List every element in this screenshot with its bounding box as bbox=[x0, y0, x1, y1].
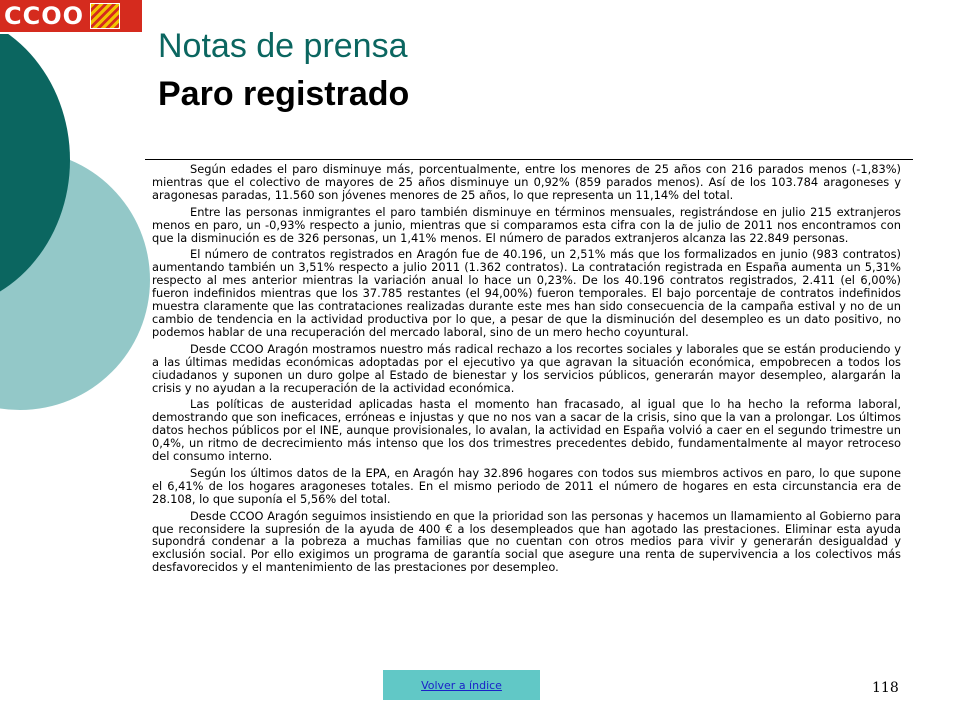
paragraph-epa: Según los últimos datos de la EPA, en Aragón hay 32.896 hogares con todos sus miembros activos en paro, lo que supone el 6,41% de los hogares aragoneses totales. En el mismo periodo de 2011 el número de hogares en esta circunstancia era de 28.108, lo que suponía el 5,56% del total. bbox=[152, 465, 901, 506]
back-to-index-link[interactable]: Volver a índice bbox=[383, 670, 540, 700]
page-number: 118 bbox=[872, 680, 899, 696]
paragraph-demands: Desde CCOO Aragón seguimos insistiendo en que la prioridad son las personas y hacemos un llamamiento al Gobierno para que reconsidere la supresión de la ayuda de 400 € a los desempleados que han agotado las prestaciones. Eliminar esta ayuda supondrá condenar a la pobreza a muchas familias que no cuentan con otros medios para vivir y generarán desigualdad y exclusión social. Por ello exigimos un programa de garantía social que asegure una renta de supervivencia a los colectivos más desfavorecidos y el mantenimiento de las prestaciones por desempleo. bbox=[152, 508, 901, 575]
press-release-body bbox=[152, 163, 901, 578]
aragon-flag-icon bbox=[90, 3, 120, 29]
page-subtitle: Paro registrado bbox=[158, 75, 410, 113]
paragraph-austerity: Las políticas de austeridad aplicadas hasta el momento han fracasado, al igual que lo ha hecho la reforma laboral, demostrando que son ineficaces, erróneas e injustas y que no nos van a sacar de la crisis, sino que la van a prolongar. Los últimos datos hechos públicos por el INE, aunque provisionales, lo avalan, la actividad en España volvió a caer en el segundo trimestre un 0,4%, un ritmo de decrecimiento más intenso que los dos trimestres precedentes debido, fundamentalmente al mayor retroceso del consumo interno. bbox=[152, 397, 901, 464]
page-title: Notas de prensa bbox=[158, 27, 408, 65]
paragraph-contracts: El número de contratos registrados en Aragón fue de 40.196, un 2,51% más que los formalizados en junio (983 contratos) aumentando también un 3,51% respecto a julio 2011 (1.362 contratos). La contratación registrada en España aumenta un 5,31% respecto al mes anterior mientras la variación anual lo hace un 0,23%. De los 40.196 contratos registrados, 2.411 (el 6,00%) fueron indefinidos mientras que los 37.785 restantes (el 94,00%) fueron temporales. El bajo porcentaje de contratos indefinidos muestra claramente que las contrataciones realizadas durante este mes han sido consecuencia de la campaña estival y no de un cambio de tendencia en la actividad productiva por lo que, a pesar de que la disminución del desempleo es un dato positivo, no podemos hablar de una recuperación del mercado laboral, sino de un mero hecho coyuntural. bbox=[152, 247, 901, 339]
paragraph-immigrants: Entre las personas inmigrantes el paro también disminuye en términos mensuales, registrándose en julio 215 extranjeros menos en paro, un -0,93% respecto a junio, mientras que si comparamos esta cifra con la de julio de 2011 nos encontramos con que la disminución es de 326 personas, un 1,41% menos. El número de parados extranjeros alcanza las 22.849 personas. bbox=[152, 204, 901, 245]
paragraph-cuts: Desde CCOO Aragón mostramos nuestro más radical rechazo a los recortes sociales y laborales que se están produciendo y a las últimas medidas económicas adoptadas por el ejecutivo ya que agravan la situación económica, empobrecen a todos los ciudadanos y suponen un duro golpe al Estado de bienestar y los servicios públicos, generarán mayor desempleo, alargarán la crisis y no ayudan a la recuperación de la actividad económica. bbox=[152, 341, 901, 395]
paragraph-age: Según edades el paro disminuye más, porcentualmente, entre los menores de 25 años con 216 parados menos (-1,83%) mientras que el colectivo de mayores de 25 años disminuye un 0,92% (859 parados menos). Así de los 103.784 aragoneses y aragonesas paradas, 11.560 son jóvenes menores de 25 años, lo que representa un 11,14% del total. bbox=[152, 162, 901, 202]
title-divider bbox=[145, 159, 913, 160]
ccoo-logo bbox=[0, 0, 142, 34]
logo-text: CCOO bbox=[4, 2, 85, 30]
